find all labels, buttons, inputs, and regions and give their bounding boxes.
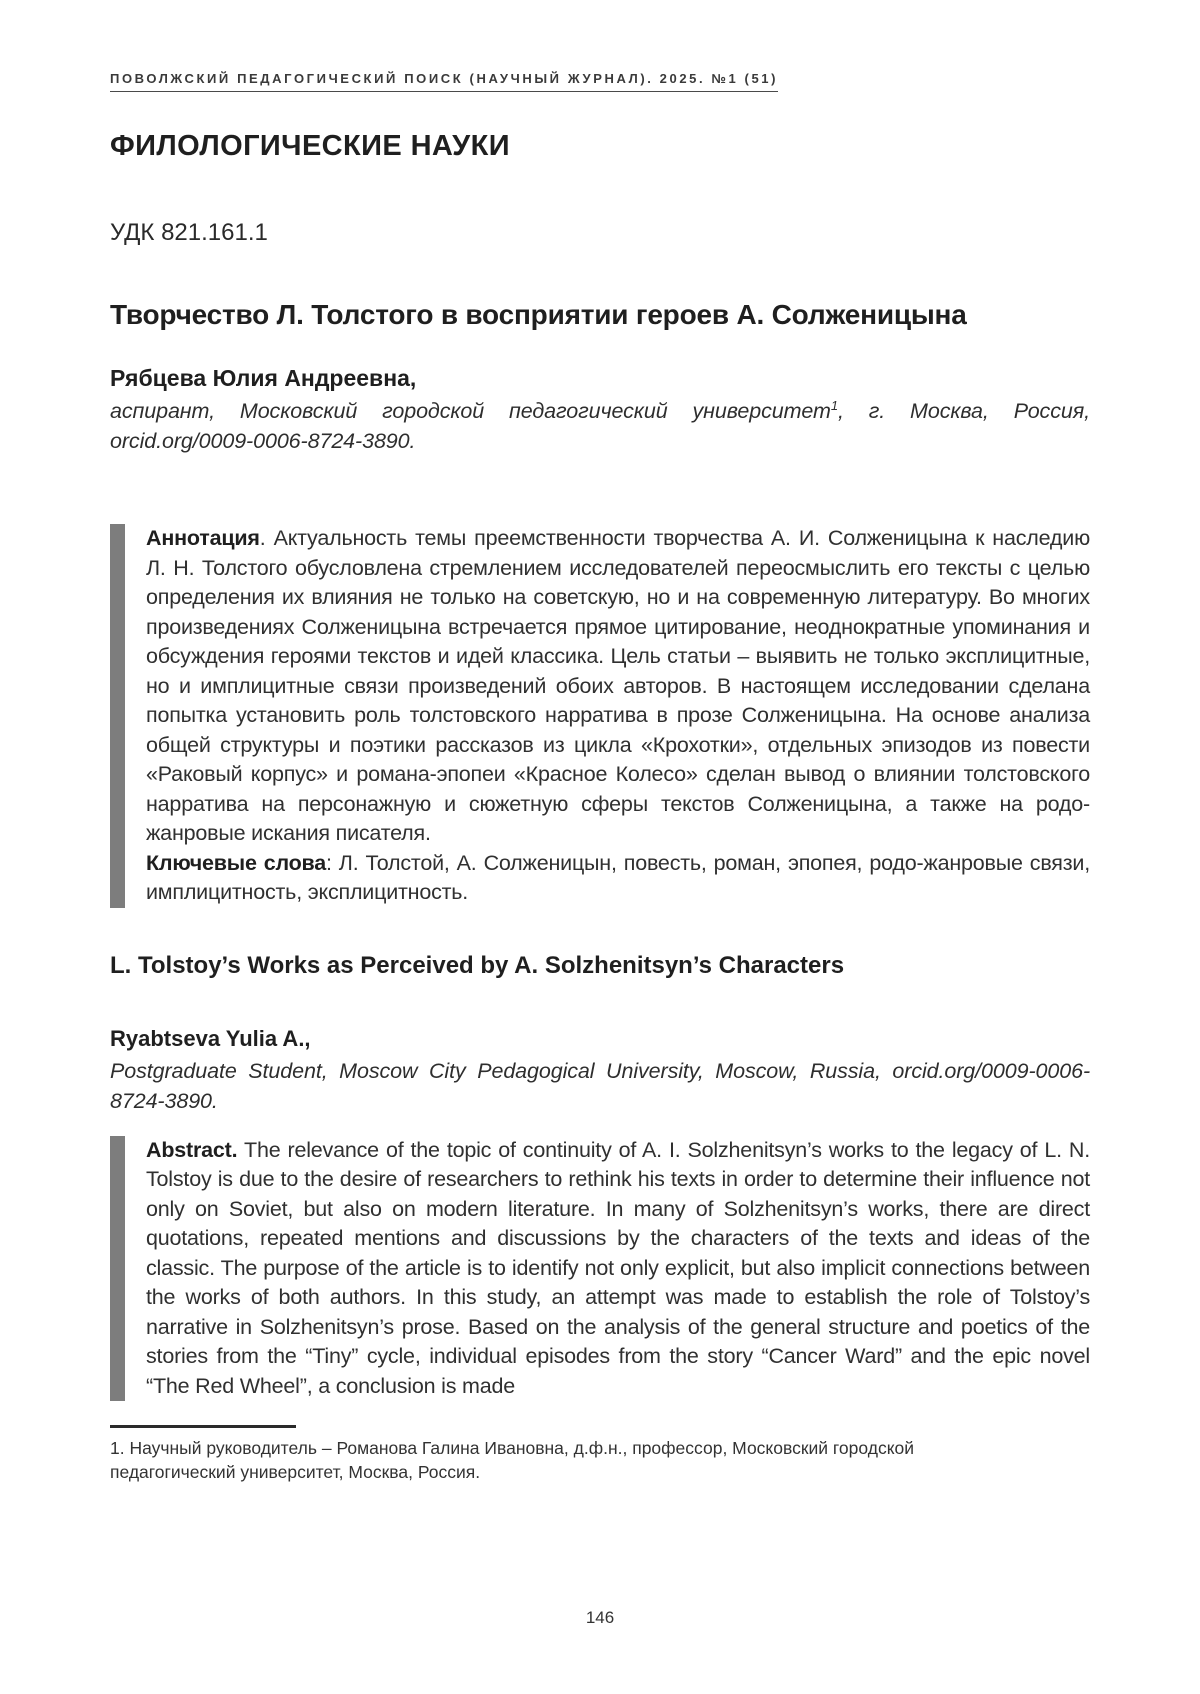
section-heading: ФИЛОЛОГИЧЕСКИЕ НАУКИ: [110, 130, 510, 162]
keywords-label: Ключевые слова: [146, 850, 327, 875]
footnote-text: 1. Научный руководитель – Романова Галина Ивановна, д.ф.н., профессор, Московский городской педагогический университет, Москва, Россия.: [110, 1438, 915, 1482]
page-number: 146: [585, 1608, 615, 1627]
keywords-paragraph-ru: [146, 849, 1090, 908]
article-title-en: L. Tolstoy’s Works as Perceived by A. Solzhenitsyn’s Characters: [110, 951, 845, 979]
footnote-mark-sup: 1: [830, 397, 838, 413]
abstract-label-ru: Аннотация: [146, 526, 260, 550]
article-title-ru: Творчество Л. Толстого в восприятии героев А. Солженицына: [110, 299, 967, 330]
journal-header: ПОВОЛЖСКИЙ ПЕДАГОГИЧЕСКИЙ ПОИСК (НАУЧНЫЙ ЖУРНАЛ). 2025. №1 (51): [110, 71, 778, 92]
abstract-block-ru: [110, 524, 1090, 908]
udc-number: УДК 821.161.1: [110, 219, 268, 246]
affiliation-ru-text: аспирант, Московский городской педагогический университет: [110, 399, 831, 423]
abstract-text-en: The relevance of the topic of continuity of A. I. Solzhenitsyn’s works to the legacy of L. N. Tolstoy is due to the desire of researchers to rethink his texts in order to determine their influence not only on Soviet, but also on modern literature. In many of Solzhenitsyn’s works, there are direct quotations, repeated mentions and discussions by the characters of the texts and ideas of the classic. The purpose of the article is to identify not only explicit, but also implicit connections between the works of both authors. In this study, an attempt was made to establish the role of Tolstoy’s narrative in Solzhenitsyn’s prose. Based on the analysis of the general structure and poetics of the stories from the “Tiny” cycle, individual episodes from the story “Cancer Ward” and the epic novel “The Red Wheel”, a conclusion is made: [146, 1137, 1090, 1398]
footnote-rule: [110, 1425, 296, 1428]
keywords-text: : Л. Толстой, А. Солженицын, повесть, роман, эпопея, родо-жанровые связи, имплицитность, эксплицитность.: [146, 850, 1090, 904]
abstract-paragraph-ru: [146, 524, 1090, 849]
affiliation-ru-tail: , г. Москва, Россия, orcid.org/0009-0006-8724-3890.: [110, 399, 1090, 453]
author-affiliation-en: Postgraduate Student, Moscow City Pedagogical University, Moscow, Russia, orcid.org/0009-0006-8724-3890.: [110, 1058, 1090, 1113]
footnote-section: [110, 1425, 1090, 1484]
abstract-block-en: [110, 1136, 1090, 1402]
abstract-text-ru: . Актуальность темы преемственности творчества А. И. Солженицына к наследию Л. Н. Толстого обусловлена стремлением исследователей переосмыслить его тексты с целью определения их влияния не только на советскую, но и на современную литературу. Во многих произведениях Солженицына встречается прямое цитирование, неоднократные упоминания и обсуждения героями текстов и идей классика. Цель статьи – выявить не только эксплицитные, но и имплицитные связи произведений обоих авторов. В настоящем исследовании сделана попытка установить роль толстовского нарратива в прозе Солженицына. На основе анализа общей структуры и поэтики рассказов из цикла «Крохотки», отдельных эпизодов из повести «Раковый корпус» и романа-эпопеи «Красное Колесо» сделан вывод о влиянии толстовского нарратива на персонажную и сюжетную сферы текстов Солженицына, а также на родо-жанровые искания писателя.: [146, 526, 1090, 845]
author-name-ru: Рябцева Юлия Андреевна,: [110, 365, 417, 391]
abstract-label-en: Abstract.: [146, 1137, 238, 1162]
abstract-paragraph-en: [146, 1136, 1090, 1402]
author-affiliation-ru: [110, 396, 1090, 456]
author-name-en: Ryabtseva Yulia A.,: [110, 1025, 311, 1051]
